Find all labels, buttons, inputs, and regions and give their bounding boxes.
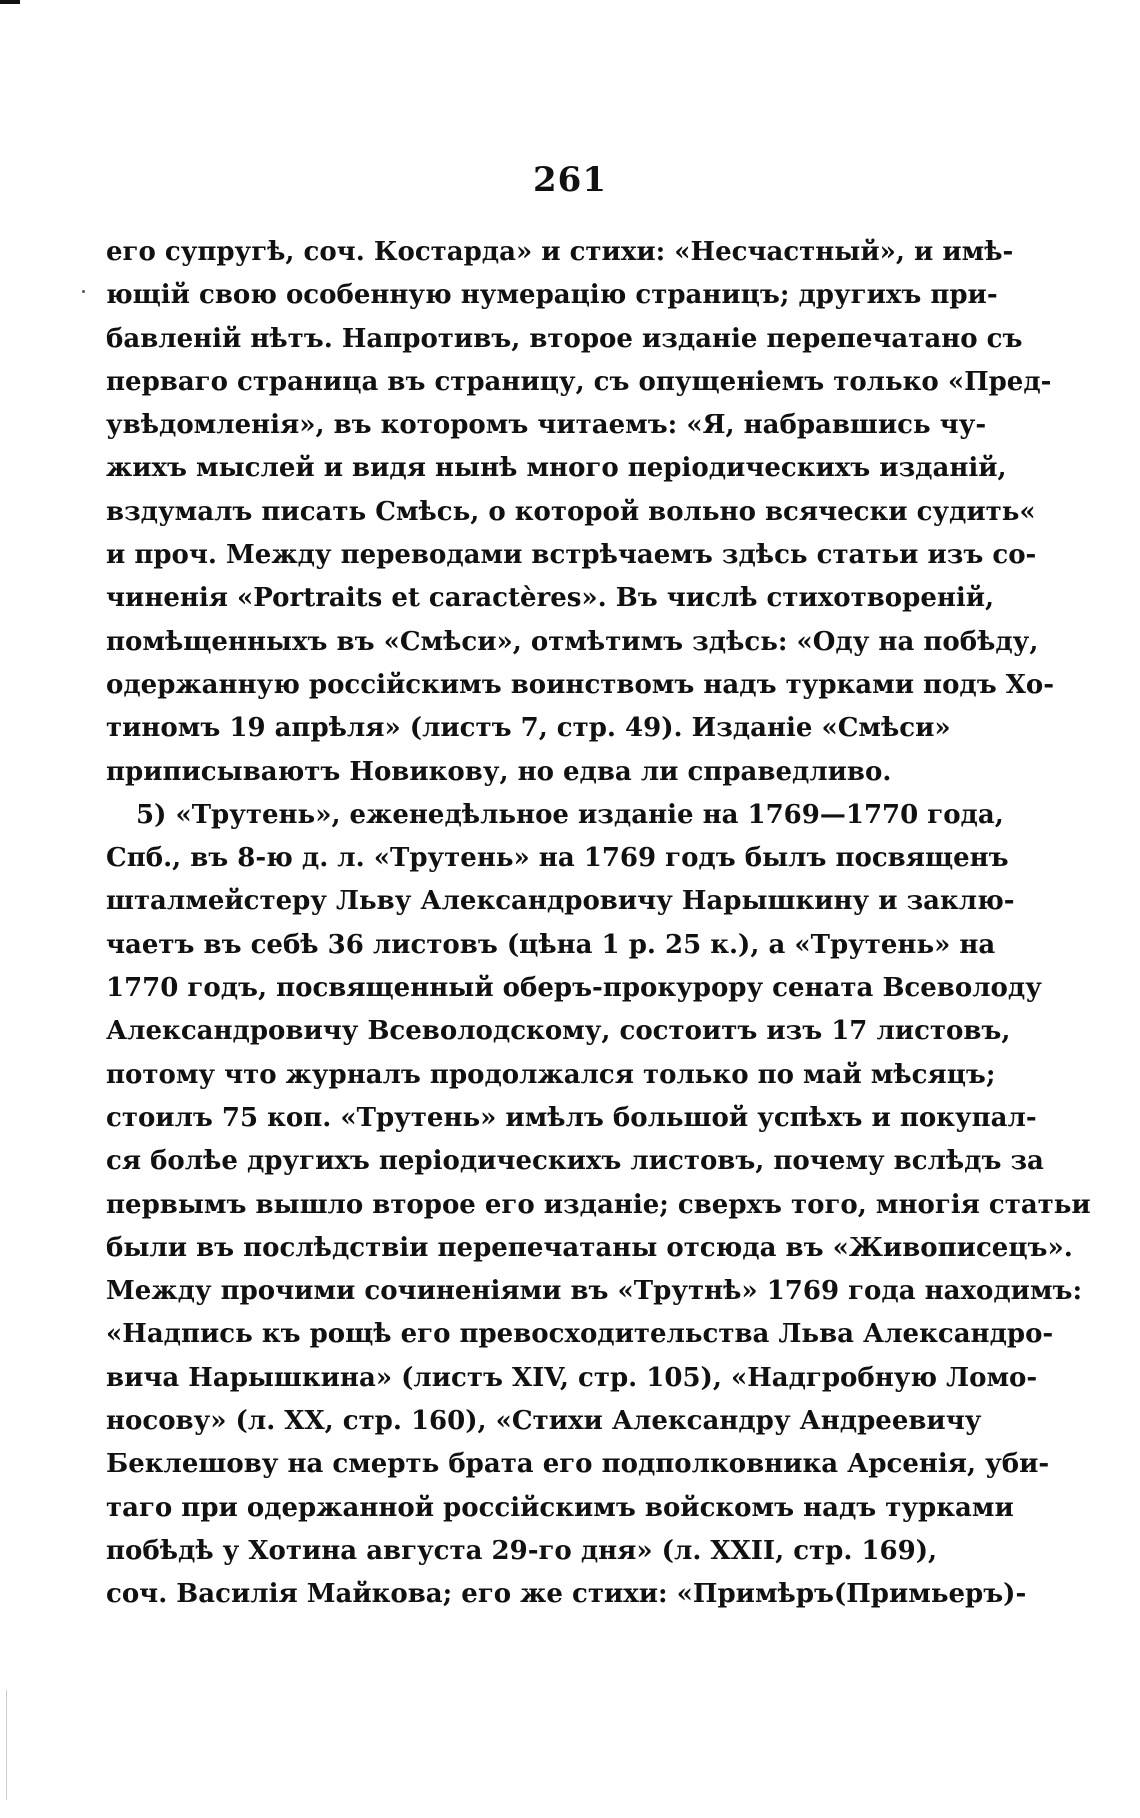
text-line: помѣщенныхъ въ «Смѣси», отмѣтимъ здѣсь: «Оду на побѣду, [106,626,1039,657]
text-line: Александровичу Всеволодскому, состоитъ изъ 17 листовъ, [106,1016,1011,1047]
text-line: жихъ мыслей и видя нынѣ много періодическихъ изданій, [106,453,1007,484]
text-line: первымъ вышло второе его изданіе; сверхъ того, многія статьи [106,1189,1091,1220]
text-line: бавленій нѣтъ. Напротивъ, второе изданіе перепечатано съ [106,323,1023,354]
page-number: 261 [533,160,607,200]
text-line: перваго страница въ страницу, съ опущеніемъ только «Пред- [106,366,1052,397]
scan-speck [82,290,85,293]
text-line: соч. Василія Майкова; его же стихи: «Примѣръ(Примьеръ)- [106,1579,1027,1610]
body-text [106,231,1091,1617]
text-line: увѣдомленія», въ которомъ читаемъ: «Я, набравшись чу- [106,410,987,441]
text-line: ющій свою особенную нумерацію страницъ; другихъ при- [106,280,998,311]
text-line: «Надпись къ рощѣ его превосходительства Льва Александро- [106,1319,1054,1350]
text-line: и проч. Между переводами встрѣчаемъ здѣсь статьи изъ со- [106,540,1037,571]
scan-margin-line [6,1690,7,1800]
text-line: чиненія «Portraits et caractères». Въ числѣ стихотвореній, [106,583,995,614]
text-line: тиномъ 19 апрѣля» (листъ 7, стр. 49). Изданіе «Смѣси» [106,713,951,744]
scan-corner-mark [0,0,20,4]
text-line: потому что журналъ продолжался только по май мѣсяцъ; [106,1059,996,1090]
text-line: 1770 годъ, посвященный оберъ-прокурору сената Всеволоду [106,973,1042,1004]
text-line: вича Нарышкина» (листъ XIV, стр. 105), «Надгробную Ломо- [106,1362,1038,1393]
text-line: Беклешову на смерть брата его подполковника Арсенія, уби- [106,1449,1050,1480]
text-line: были въ послѣдствіи перепечатаны отсюда въ «Живописецъ». [106,1232,1073,1263]
text-line: таго при одержанной россійскимъ войскомъ надъ турками [106,1492,1014,1523]
text-line: приписываютъ Новикову, но едва ли справедливо. [106,756,892,787]
text-line: стоилъ 75 коп. «Трутень» имѣлъ большой успѣхъ и покупал- [106,1102,1037,1133]
text-line: Спб., въ 8-ю д. л. «Трутень» на 1769 годъ былъ посвященъ [106,843,1009,874]
text-line: одержанную россійскимъ воинствомъ надъ турками подъ Хо- [106,669,1055,700]
text-line: побѣдѣ у Хотина августа 29-го дня» (л. XXII, стр. 169), [106,1535,938,1566]
text-line: Между прочими сочиненіями въ «Трутнѣ» 1769 года находимъ: [106,1276,1083,1307]
text-line: шталмейстеру Льву Александровичу Нарышкину и заклю- [106,886,1015,917]
text-line: вздумалъ писать Смѣсь, о которой вольно всячески судить« [106,496,1036,527]
text-line: чаетъ въ себѣ 36 листовъ (цѣна 1 р. 25 к.), а «Трутень» на [106,929,996,960]
text-line: 5) «Трутень», еженедѣльное изданіе на 1769—1770 года, [136,799,1004,830]
text-line: ся болѣе другихъ періодическихъ листовъ, почему вслѣдъ за [106,1146,1044,1177]
text-line: носову» (л. XX, стр. 160), «Стихи Александру Андреевичу [106,1406,982,1437]
text-line: его супругѣ, соч. Костарда» и стихи: «Несчастный», и имѣ- [106,237,1014,267]
